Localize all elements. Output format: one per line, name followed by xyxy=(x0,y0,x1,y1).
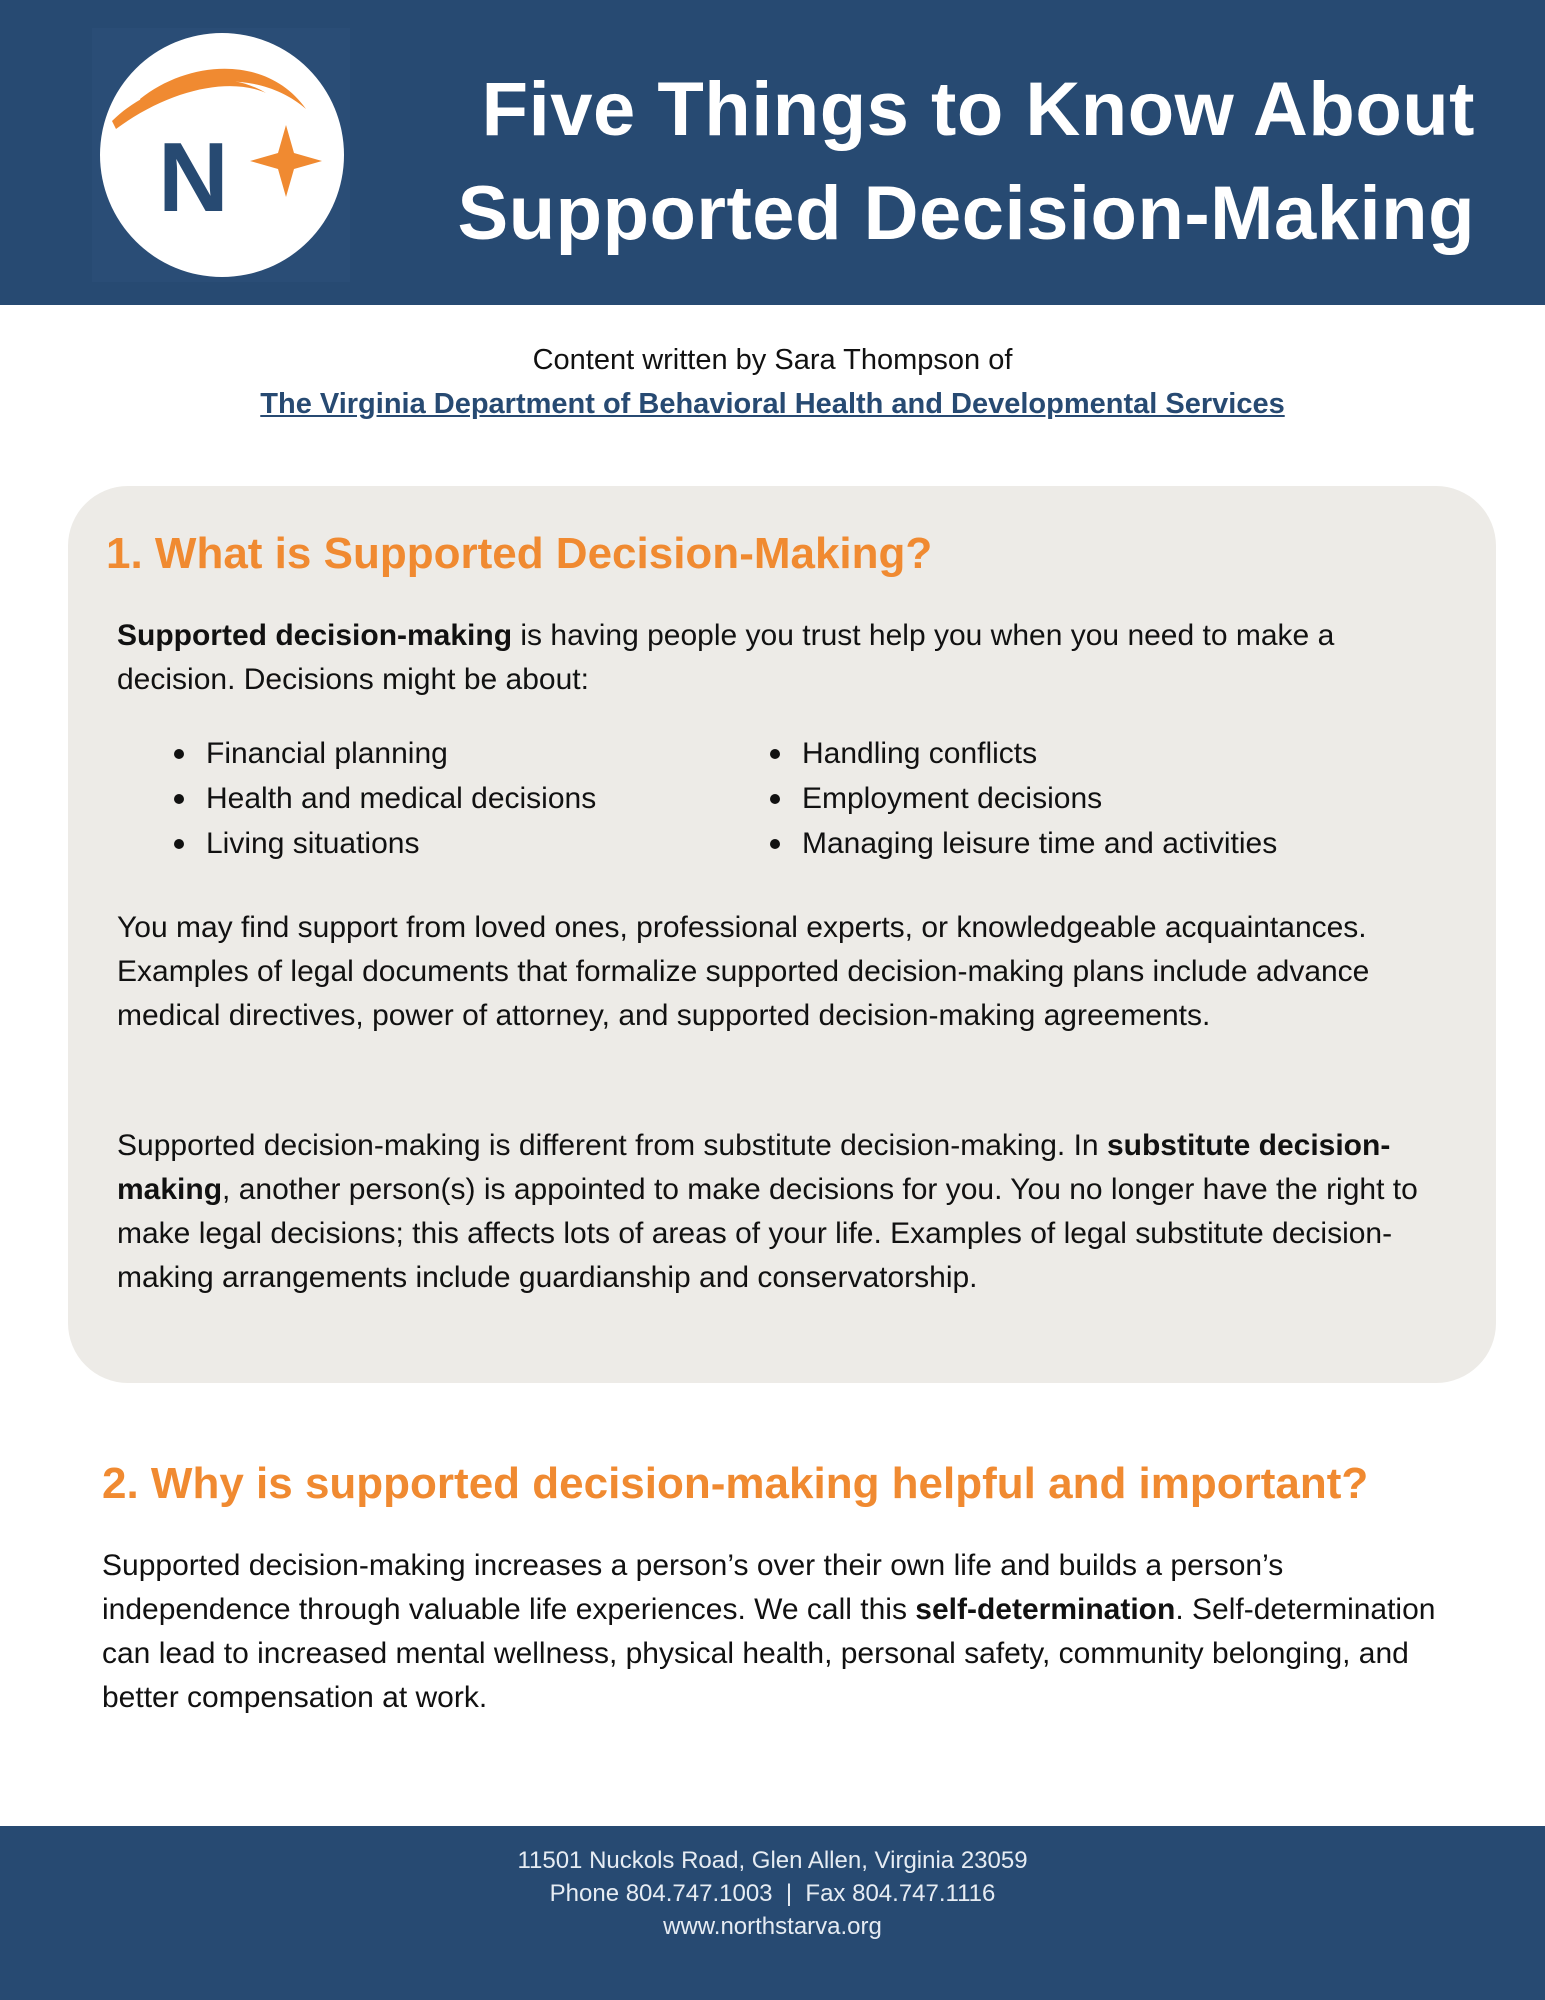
section-2-heading: 2. Why is supported decision-making helpful and important? xyxy=(102,1459,1369,1508)
term-supported-decision-making: Supported decision-making xyxy=(117,619,513,652)
north-star-logo-icon xyxy=(100,33,344,277)
section-1-paragraph-2: You may find support from loved ones, professional experts, or knowledgeable acquaintances. Examples of legal documents that formalize supported decision-making plans include advance medical directives, power of attorney, and supported decision-making agreements. xyxy=(117,911,1370,1032)
bullet-list-left xyxy=(169,731,596,866)
paragraph-text: Supported decision-making increases a person’s over their own life and builds a person’s independence through valuable life experiences. We call this xyxy=(102,1549,1284,1626)
footer xyxy=(0,1826,1545,2000)
term-substitute-decision-making: substitute decision-making xyxy=(117,1129,1391,1206)
page-title xyxy=(375,58,1475,266)
section-1-heading: 1. What is Supported Decision-Making? xyxy=(106,529,933,578)
list-item: Financial planning xyxy=(169,731,596,776)
paragraph-text: , another person(s) is appointed to make decisions for you. You no longer have the right to make legal decisions; this affects lots of areas of your life. Examples of legal substitute decision-making arrangements include guardianship and conservatorship. xyxy=(117,1173,1418,1294)
term-self-determination: self-determination xyxy=(915,1593,1176,1626)
footer-address: 11501 Nuckols Road, Glen Allen, Virginia 23059 xyxy=(517,1847,1028,1874)
section-1-paragraph-1 xyxy=(117,614,1457,702)
section-1-paragraph-3 xyxy=(117,1124,1457,1300)
title-line-1: Five Things to Know About xyxy=(481,67,1475,152)
list-item: Employment decisions xyxy=(765,776,1277,821)
list-item: Living situations xyxy=(169,821,596,866)
list-item: Handling conflicts xyxy=(765,731,1277,776)
section-1-panel xyxy=(68,486,1496,1383)
bullet-list-right xyxy=(765,731,1277,866)
list-item: Managing leisure time and activities xyxy=(765,821,1277,866)
header-banner xyxy=(0,0,1545,305)
byline-text: Content written by Sara Thompson of xyxy=(532,344,1013,376)
title-line-2: Supported Decision-Making xyxy=(457,171,1475,256)
section-2 xyxy=(102,1454,1442,1720)
logo xyxy=(100,33,344,277)
paragraph-text: is having people you trust help you when you need to make a decision. Decisions might be about: xyxy=(117,619,1335,696)
footer-website-link[interactable]: www.northstarva.org xyxy=(663,1913,882,1940)
footer-phone-fax: Phone 804.747.1003 | Fax 804.747.1116 xyxy=(549,1880,996,1907)
paragraph-text: . Self-determination can lead to increased mental wellness, physical health, personal safety, community belonging, and better compensation at work. xyxy=(102,1593,1436,1714)
dbhds-link[interactable]: The Virginia Department of Behavioral Health and Developmental Services xyxy=(260,388,1285,420)
svg-text:N: N xyxy=(158,122,229,232)
section-2-paragraph xyxy=(102,1544,1442,1720)
paragraph-text: Supported decision-making is different from substitute decision-making. In xyxy=(117,1129,1107,1162)
list-item: Health and medical decisions xyxy=(169,776,596,821)
byline xyxy=(0,338,1545,426)
